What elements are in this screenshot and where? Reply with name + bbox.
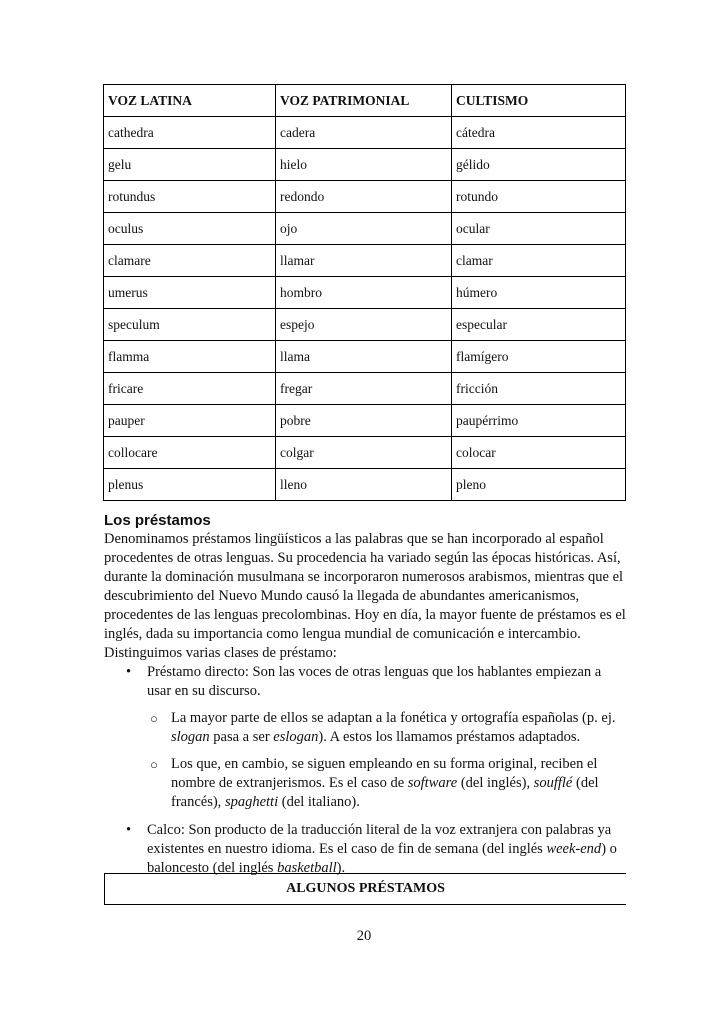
header-cultismo: CULTISMO (452, 85, 626, 117)
loans-table-header (104, 873, 626, 905)
circle-bullet-icon: ○ (150, 757, 158, 772)
table-row (104, 373, 626, 405)
list-item-prestamo-directo (104, 663, 626, 812)
table-row (104, 149, 626, 181)
sublist-item-extranjerismos: ○ Los que, en cambio, se siguen empleando en su forma original, reciben el nombre de extranjerismos. Es el caso de software (del inglés), soufflé (del francés), spaghetti (del italiano). (150, 756, 599, 810)
cell-patrimonial: cadera (276, 117, 452, 149)
cell-latina: collocare (104, 437, 276, 469)
section-title: Los préstamos (104, 512, 211, 529)
latin-words-table (103, 84, 626, 501)
cell-patrimonial: llama (276, 341, 452, 373)
cell-patrimonial: pobre (276, 405, 452, 437)
table-header-row (104, 85, 626, 117)
cell-cultismo: gélido (452, 149, 626, 181)
bullet-icon: • (126, 822, 132, 838)
section-body (104, 530, 626, 878)
cell-patrimonial: colgar (276, 437, 452, 469)
cell-patrimonial: hombro (276, 277, 452, 309)
cell-cultismo: fricción (452, 373, 626, 405)
table-row (104, 181, 626, 213)
table-row (104, 245, 626, 277)
cell-cultismo: colocar (452, 437, 626, 469)
table-row (104, 309, 626, 341)
cell-patrimonial: fregar (276, 373, 452, 405)
cell-cultismo: rotundo (452, 181, 626, 213)
table-row (104, 405, 626, 437)
cell-cultismo: cátedra (452, 117, 626, 149)
cell-cultismo: especular (452, 309, 626, 341)
loan-types-list (104, 663, 626, 878)
table-row (104, 437, 626, 469)
cell-cultismo: flamígero (452, 341, 626, 373)
cell-latina: gelu (104, 149, 276, 181)
cell-latina: oculus (104, 213, 276, 245)
loans-table-title: ALGUNOS PRÉSTAMOS (286, 881, 445, 896)
cell-latina: fricare (104, 373, 276, 405)
cell-cultismo: clamar (452, 245, 626, 277)
list-item-calco: • Calco: Son producto de la traducción literal de la voz extranjera con palabras ya existentes en nuestro idioma. Es el caso de fin de semana (del inglés week-end) o baloncesto (del inglés basketball). (126, 822, 617, 876)
sublist (147, 709, 626, 812)
cell-latina: cathedra (104, 117, 276, 149)
cell-latina: plenus (104, 469, 276, 501)
table-row (104, 117, 626, 149)
cell-patrimonial: llamar (276, 245, 452, 277)
cell-latina: speculum (104, 309, 276, 341)
cell-patrimonial: espejo (276, 309, 452, 341)
cell-cultismo: paupérrimo (452, 405, 626, 437)
cell-cultismo: ocular (452, 213, 626, 245)
table-row (104, 277, 626, 309)
bullet-icon: • (126, 664, 132, 680)
cell-latina: rotundus (104, 181, 276, 213)
cell-cultismo: húmero (452, 277, 626, 309)
page-number: 20 (356, 928, 372, 944)
table-row (104, 213, 626, 245)
table-row (104, 469, 626, 501)
table-row (104, 341, 626, 373)
cell-latina: clamare (104, 245, 276, 277)
intro-paragraph: Denominamos préstamos lingüísticos a las palabras que se han incorporado al español procedentes de otras lenguas. Su procedencia ha variado según las épocas históricas. Así, durante la dominación musulmana se incorporaron numerosos arabismos, mientras que el descubrimiento del Nuevo Mundo causó la llegada de abundantes americanismos, procedentes de las lenguas precolombinas. Hoy en día, la mayor fuente de préstamos es el inglés, dada su importancia como lengua mundial de comunicación e intercambio. Distinguimos varias clases de préstamo: (104, 531, 626, 661)
cell-patrimonial: ojo (276, 213, 452, 245)
cell-cultismo: pleno (452, 469, 626, 501)
cell-latina: flamma (104, 341, 276, 373)
cell-patrimonial: redondo (276, 181, 452, 213)
cell-patrimonial: lleno (276, 469, 452, 501)
header-voz-patrimonial: VOZ PATRIMONIAL (276, 85, 452, 117)
circle-bullet-icon: ○ (150, 711, 158, 726)
bullet-text: Préstamo directo: Son las voces de otras lenguas que los hablantes empiezan a usar en su discurso. (147, 664, 602, 699)
header-voz-latina: VOZ LATINA (104, 85, 276, 117)
cell-latina: pauper (104, 405, 276, 437)
cell-latina: umerus (104, 277, 276, 309)
cell-patrimonial: hielo (276, 149, 452, 181)
sublist-item-adaptados: ○ La mayor parte de ellos se adaptan a la fonética y ortografía españolas (p. ej. slogan pasa a ser eslogan). A estos los llamamos préstamos adaptados. (150, 710, 616, 745)
